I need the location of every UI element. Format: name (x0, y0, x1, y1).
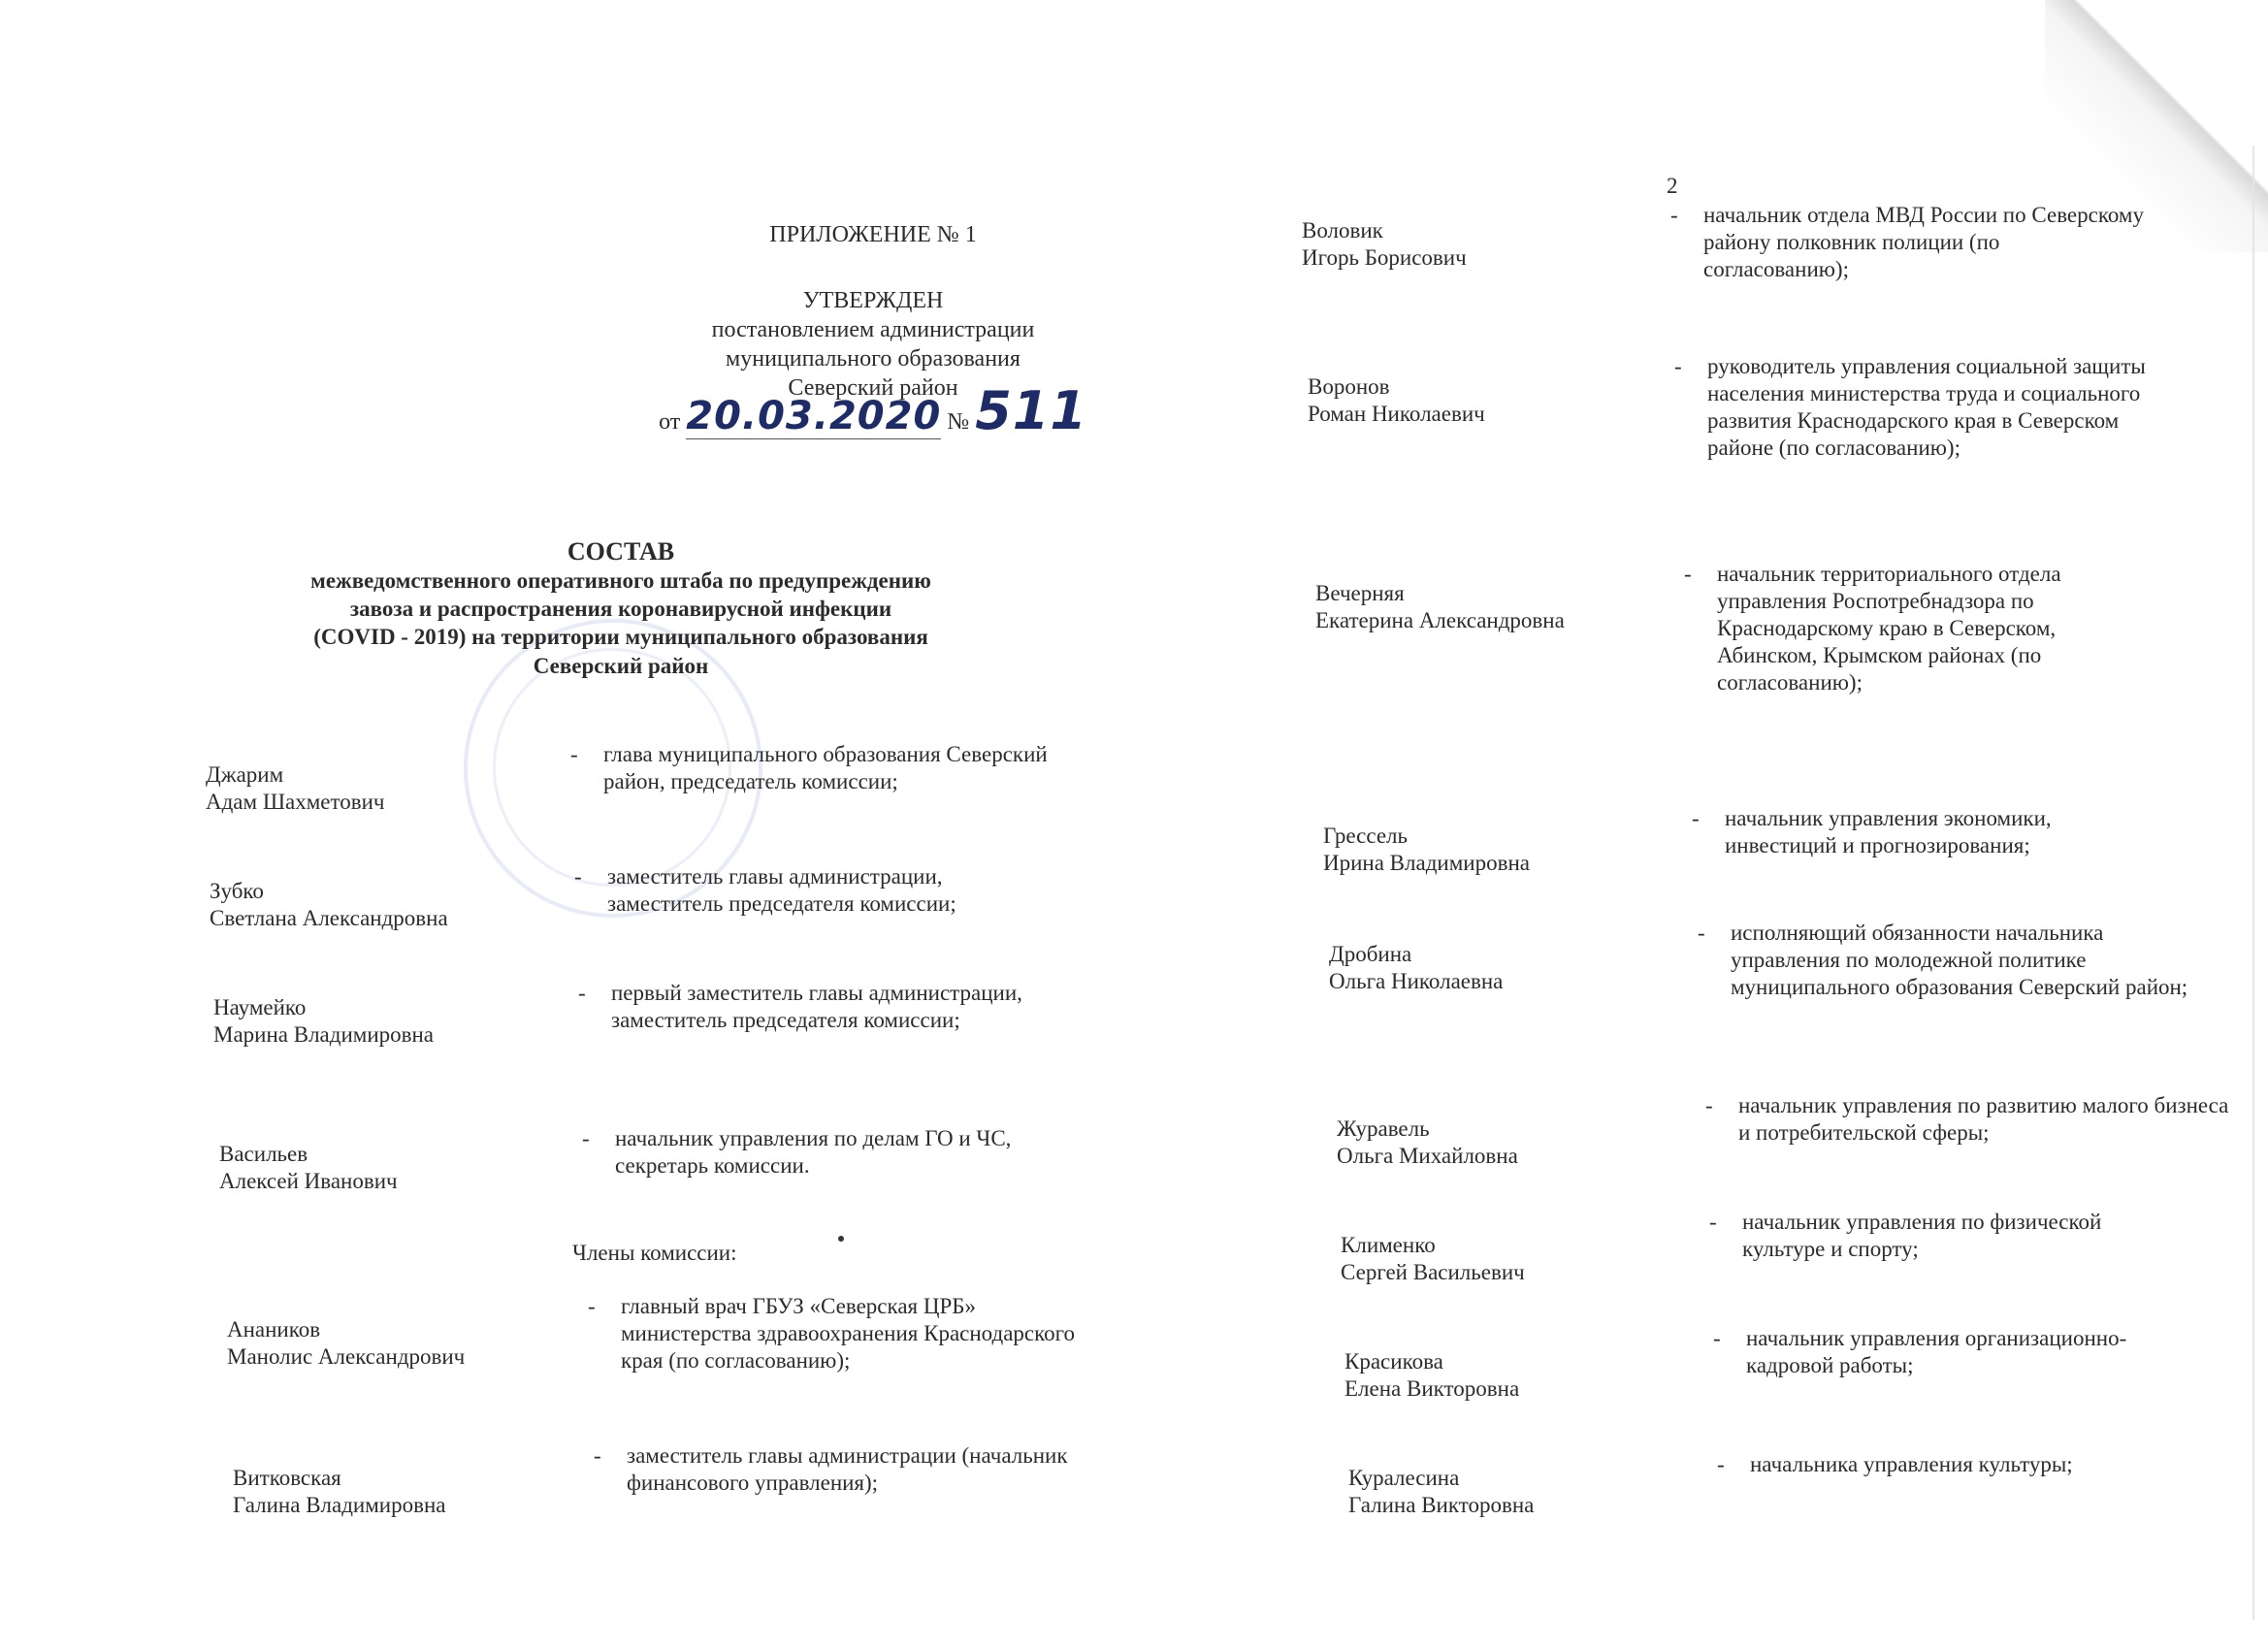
member-role: - начальник управления по физической культуре и спорту; (1709, 1210, 2102, 1261)
member-surname: Клименко (1341, 1233, 1436, 1257)
member-role: - начальник управления организационно-кадровой работы; (1713, 1326, 2127, 1377)
ink-dot (838, 1236, 844, 1242)
member-given-name: Марина Владимировна (213, 1022, 435, 1047)
title-line-4: Северский район (533, 654, 709, 678)
member-role: - начальник управления по делам ГО и ЧС, секретарь комиссии. (582, 1126, 1012, 1178)
member-role: - заместитель главы администрации, заместитель председателя комиссии; (574, 864, 956, 916)
member-role: - начальник территориального отдела управления Роспотребнадзора по Краснодарскому краю в Северском, Абинском, Крымском районах (по согласованию); (1684, 562, 2061, 695)
member-role: - главный врач ГБУЗ «Северская ЦРБ» министерства здравоохранения Краснодарского края (по согласованию); (588, 1294, 1075, 1373)
member-given-name: Ольга Николаевна (1329, 969, 1504, 993)
appendix-label: ПРИЛОЖЕНИЕ № 1 (769, 222, 977, 247)
member-given-name: Роман Николаевич (1308, 402, 1485, 426)
date-prefix: от (659, 409, 681, 435)
page-number: 2 (1667, 174, 1678, 198)
title-line-3: (COVID - 2019) на территории муниципального образования (313, 625, 928, 649)
member-given-name: Галина Владимировна (233, 1493, 446, 1517)
member-surname: Васильев (219, 1142, 308, 1166)
member-given-name: Сергей Васильевич (1341, 1260, 1525, 1284)
member-surname: Журавель (1337, 1116, 1430, 1141)
member-surname: Вечерняя (1315, 581, 1405, 605)
member-role: - заместитель главы администрации (начальник финансового управления); (594, 1443, 1068, 1495)
approved-label: УТВЕРЖДЕН (802, 288, 944, 313)
member-given-name: Манолис Александрович (227, 1344, 466, 1369)
member-role: - руководитель управления социальной защиты населения министерства труда и социального развития Краснодарского края в Северском районе (по согласованию); (1674, 354, 2146, 460)
handwritten-number: 511 (975, 380, 1087, 441)
member-given-name: Игорь Борисович (1302, 245, 1467, 270)
member-surname: Джарим (206, 762, 284, 787)
member-surname: Витковская (233, 1466, 341, 1490)
member-role: - начальник управления экономики, инвестиций и прогнозирования; (1692, 806, 2052, 857)
member-given-name: Адам Шахметович (206, 790, 385, 814)
member-surname: Анаников (227, 1317, 321, 1342)
member-role: - исполняющий обязанности начальника управления по молодежной политике муниципального образования Северский район; (1698, 921, 2188, 999)
member-given-name: Ирина Владимировна (1323, 851, 1530, 875)
member-surname: Зубко (210, 879, 264, 903)
document-title: СОСТАВ (567, 537, 675, 566)
member-given-name: Галина Викторовна (1348, 1493, 1535, 1517)
approval-line-2: муниципального образования (726, 346, 1021, 372)
member-surname: Наумейко (213, 995, 307, 1019)
member-surname: Куралесина (1348, 1466, 1460, 1490)
approval-line-1: постановлением администрации (711, 317, 1035, 342)
member-surname: Воловик (1302, 218, 1383, 242)
member-role: - первый заместитель главы администрации, заместитель председателя комиссии; (578, 981, 1022, 1032)
title-line-2: завоза и распространения коронавирусной инфекции (349, 597, 892, 621)
members-label: Члены комиссии: (572, 1241, 737, 1265)
member-role: - начальник управления по развитию малого бизнеса и потребительской сферы; (1705, 1093, 2229, 1145)
approval-line-3: Северский район (788, 375, 958, 401)
member-given-name: Алексей Иванович (219, 1169, 398, 1193)
member-given-name: Светлана Александровна (210, 906, 448, 930)
member-surname: Дробина (1329, 942, 1412, 966)
member-surname: Грессель (1323, 824, 1409, 848)
page-edge-shadow (2252, 146, 2254, 1620)
title-line-1: межведомственного оперативного штаба по предупреждению (310, 568, 931, 593)
member-given-name: Елена Викторовна (1345, 1376, 1520, 1401)
member-role: - начальник отдела МВД России по Северскому району полковник полиции (по согласованию); (1670, 203, 2144, 281)
member-role: - глава муниципального образования Северский район, председатель комиссии; (570, 742, 1048, 793)
member-surname: Воронов (1308, 374, 1390, 399)
member-surname: Красикова (1345, 1349, 1443, 1374)
member-role: - начальника управления культуры; (1717, 1452, 2073, 1476)
number-prefix: № (947, 409, 970, 435)
member-given-name: Ольга Михайловна (1337, 1144, 1518, 1168)
member-given-name: Екатерина Александровна (1315, 608, 1565, 632)
handwritten-date: 20.03.2020 (686, 394, 942, 438)
